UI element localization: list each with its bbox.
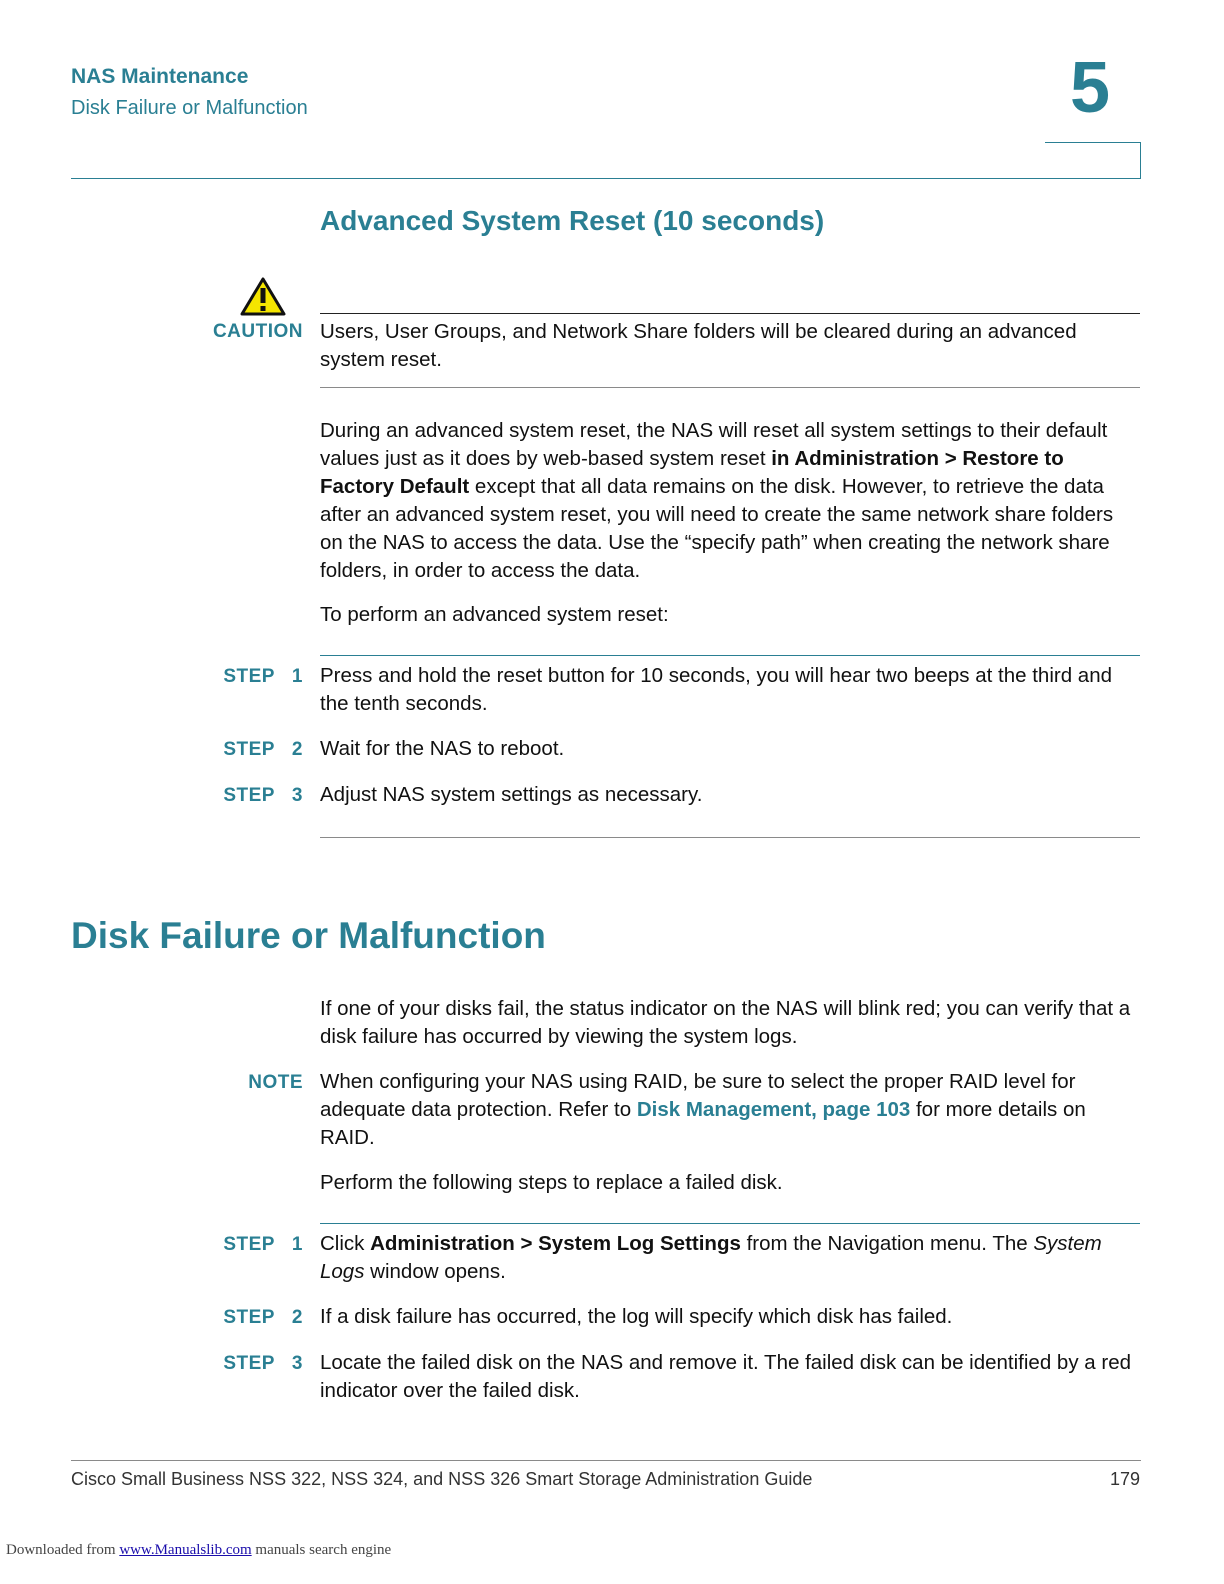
warning-triangle-icon [240,276,286,316]
footer-guide-title: Cisco Small Business NSS 322, NSS 324, and NSS 326 Smart Storage Administration Guide [71,1469,813,1489]
step-label: STEP 3 [223,1353,303,1374]
step-text: Click Administration > System Log Settings from the Navigation menu. The System Logs window opens. [320,1232,1102,1283]
manualslib-link[interactable]: www.Manualslib.com [119,1542,252,1558]
reset-description-paragraph: During an advanced system reset, the NAS will reset all system settings to their default values just as it does by web-based system reset in Administration > Restore to Factory Default except that all data remains on the disk. However, to retrieve the data after an advanced system reset, you will need to create the same network share folders on the NAS to access the data. Use the “specify path” when creating the network share folders, in order to access the data. [320,419,1114,582]
disk-failure-paragraph: If one of your disks fail, the status indicator on the NAS will blink red; you can verify that a disk failure has occurred by viewing the system logs. [320,997,1131,1048]
step-text: Adjust NAS system settings as necessary. [320,783,703,806]
steps2-top-rule [320,1223,1140,1224]
chapter-number: 5 [1070,48,1111,128]
note-text: When configuring your NAS using RAID, be sure to select the proper RAID level for adequate data protection. Refer to Disk Management, page 103 for more details on RAID. [320,1070,1086,1149]
step-label: STEP 2 [223,739,303,760]
header-divider [71,178,1141,179]
step-text: Wait for the NAS to reboot. [320,737,565,760]
caution-top-rule [320,313,1140,314]
section-subtitle: Disk Failure or Malfunction [71,97,308,119]
step-text: If a disk failure has occurred, the log will specify which disk has failed. [320,1305,953,1328]
section-heading-disk-failure: Disk Failure or Malfunction [71,915,546,956]
chapter-number-box [1045,142,1141,178]
page-number: 179 [1109,1469,1140,1489]
caution-bottom-rule [320,387,1140,388]
step-label: STEP 3 [223,785,303,806]
download-banner: Downloaded from www.Manualslib.com manuals search engine [6,1542,392,1558]
reset-intro: To perform an advanced system reset: [320,603,669,626]
footer-divider [71,1460,1141,1461]
disk-management-link[interactable]: Disk Management, page 103 [636,1098,911,1121]
steps-top-rule [320,655,1140,656]
step-text: Locate the failed disk on the NAS and remove it. The failed disk can be identified by a red indicator over the failed disk. [320,1351,1132,1402]
steps-bottom-rule [320,837,1140,838]
step-label: STEP 1 [223,666,303,687]
note-label: NOTE [248,1072,303,1093]
section-heading-advanced-reset: Advanced System Reset (10 seconds) [320,205,825,236]
step-label: STEP 2 [223,1307,303,1328]
caution-text: Users, User Groups, and Network Share folders will be cleared during an advanced system reset. [320,320,1077,371]
step-label: STEP 1 [223,1234,303,1255]
chapter-title: NAS Maintenance [71,65,249,88]
step-text: Press and hold the reset button for 10 seconds, you will hear two beeps at the third and the tenth seconds. [320,664,1113,715]
caution-label: CAUTION [212,321,303,342]
replace-intro: Perform the following steps to replace a failed disk. [320,1171,783,1194]
